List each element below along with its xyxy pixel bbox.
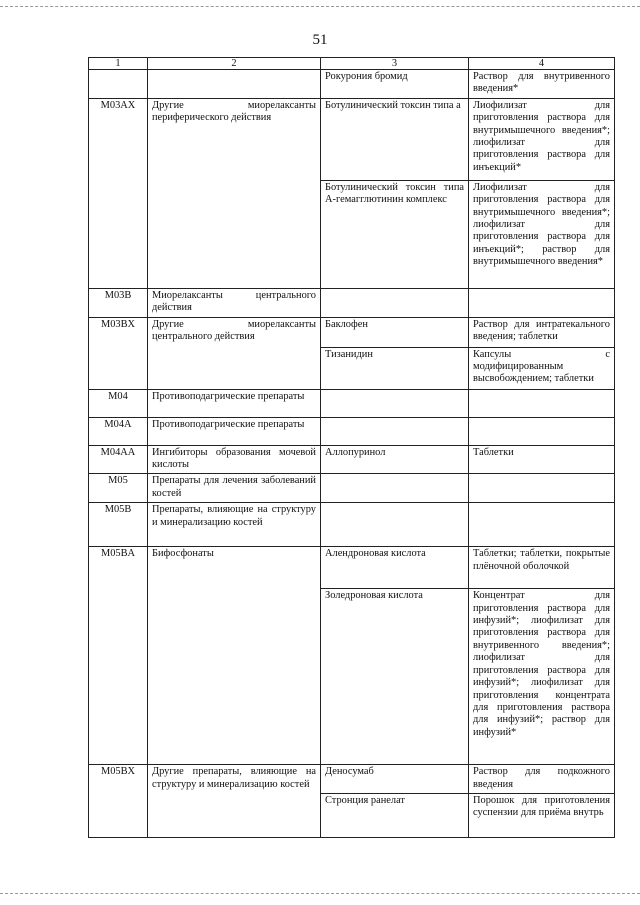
drug-cell: Золедроновая кислота xyxy=(321,589,469,765)
form-cell: Раствор для интратекального введения; таблетки xyxy=(469,317,615,347)
group-cell: Бифосфонаты xyxy=(148,547,321,765)
drug-cell: Рокурония бромид xyxy=(321,70,469,99)
atc-code-cell: M04 xyxy=(89,389,148,417)
form-cell: Капсулы с модифицированным высвобождением; таблетки xyxy=(469,347,615,389)
table-row xyxy=(89,417,615,445)
atc-code-cell: M03B xyxy=(89,288,148,317)
form-cell xyxy=(469,288,615,317)
group-cell: Другие миорелаксанты центрального действия xyxy=(148,317,321,389)
column-header: 3 xyxy=(321,58,469,70)
atc-code-cell: M03AX xyxy=(89,98,148,288)
group-cell: Противоподагрические препараты xyxy=(148,417,321,445)
drug-cell: Ботулинический токсин типа А-гемагглютинин комплекс xyxy=(321,180,469,288)
table-row xyxy=(89,503,615,547)
table-row xyxy=(89,70,615,99)
atc-code-cell: M04AA xyxy=(89,445,148,474)
atc-code-cell: M04A xyxy=(89,417,148,445)
table-row xyxy=(89,765,615,794)
column-header: 1 xyxy=(89,58,148,70)
atc-code-cell: M05B xyxy=(89,503,148,547)
table-row xyxy=(89,389,615,417)
table-row xyxy=(89,98,615,180)
form-cell xyxy=(469,474,615,503)
form-cell: Раствор для внутривенного введения* xyxy=(469,70,615,99)
group-cell: Миорелаксанты центрального действия xyxy=(148,288,321,317)
form-cell: Концентрат для приготовления раствора для инфузий*; лиофилизат для приготовления раствора для внутривенного введения*; лиофилизат для приготовления раствора для инфузий*; лиофилизат для приготовления концентрата для приготовления раствора для инфузий*; раствор для инфузий* xyxy=(469,589,615,765)
group-cell: Другие препараты, влияющие на структуру и минерализацию костей xyxy=(148,765,321,838)
drug-cell xyxy=(321,503,469,547)
group-cell: Препараты для лечения заболеваний костей xyxy=(148,474,321,503)
drug-cell: Алендроновая кислота xyxy=(321,547,469,589)
form-cell: Лиофилизат для приготовления раствора для внутримышечного введения*; лиофилизат для приготовления раствора для инъекций* xyxy=(469,98,615,180)
drug-cell xyxy=(321,389,469,417)
group-cell: Препараты, влияющие на структуру и минерализацию костей xyxy=(148,503,321,547)
form-cell xyxy=(469,503,615,547)
scan-edge-top xyxy=(0,6,640,7)
medication-table xyxy=(88,57,615,838)
drug-cell xyxy=(321,288,469,317)
group-cell: Другие миорелаксанты периферического действия xyxy=(148,98,321,288)
drug-cell xyxy=(321,417,469,445)
form-cell xyxy=(469,389,615,417)
drug-cell xyxy=(321,474,469,503)
atc-code-cell xyxy=(89,70,148,99)
drug-cell: Ботулинический токсин типа а xyxy=(321,98,469,180)
table-row xyxy=(89,317,615,347)
group-cell: Противоподагрические препараты xyxy=(148,389,321,417)
table-row xyxy=(89,474,615,503)
form-cell: Таблетки; таблетки, покрытые плёночной оболочкой xyxy=(469,547,615,589)
drug-cell: Баклофен xyxy=(321,317,469,347)
scan-edge-bottom xyxy=(0,893,640,894)
atc-code-cell: M03BX xyxy=(89,317,148,389)
drug-cell: Аллопуринол xyxy=(321,445,469,474)
column-header: 2 xyxy=(148,58,321,70)
group-cell xyxy=(148,70,321,99)
form-cell: Лиофилизат для приготовления раствора для внутримышечного введения*; лиофилизат для приготовления раствора для инъекций*; раствор для внутримышечного введения* xyxy=(469,180,615,288)
group-cell: Ингибиторы образования мочевой кислоты xyxy=(148,445,321,474)
atc-code-cell: M05BA xyxy=(89,547,148,765)
form-cell: Раствор для подкожного введения xyxy=(469,765,615,794)
table-row xyxy=(89,445,615,474)
drug-cell: Тизанидин xyxy=(321,347,469,389)
drug-cell: Деносумаб xyxy=(321,765,469,794)
form-cell: Таблетки xyxy=(469,445,615,474)
table-row xyxy=(89,288,615,317)
page-number: 51 xyxy=(312,32,328,48)
form-cell: Порошок для приготовления суспензии для приёма внутрь xyxy=(469,794,615,838)
form-cell xyxy=(469,417,615,445)
column-header: 4 xyxy=(469,58,615,70)
atc-code-cell: M05BX xyxy=(89,765,148,838)
table-header-row xyxy=(89,58,615,70)
table-row xyxy=(89,547,615,589)
atc-code-cell: M05 xyxy=(89,474,148,503)
drug-cell: Стронция ранелат xyxy=(321,794,469,838)
